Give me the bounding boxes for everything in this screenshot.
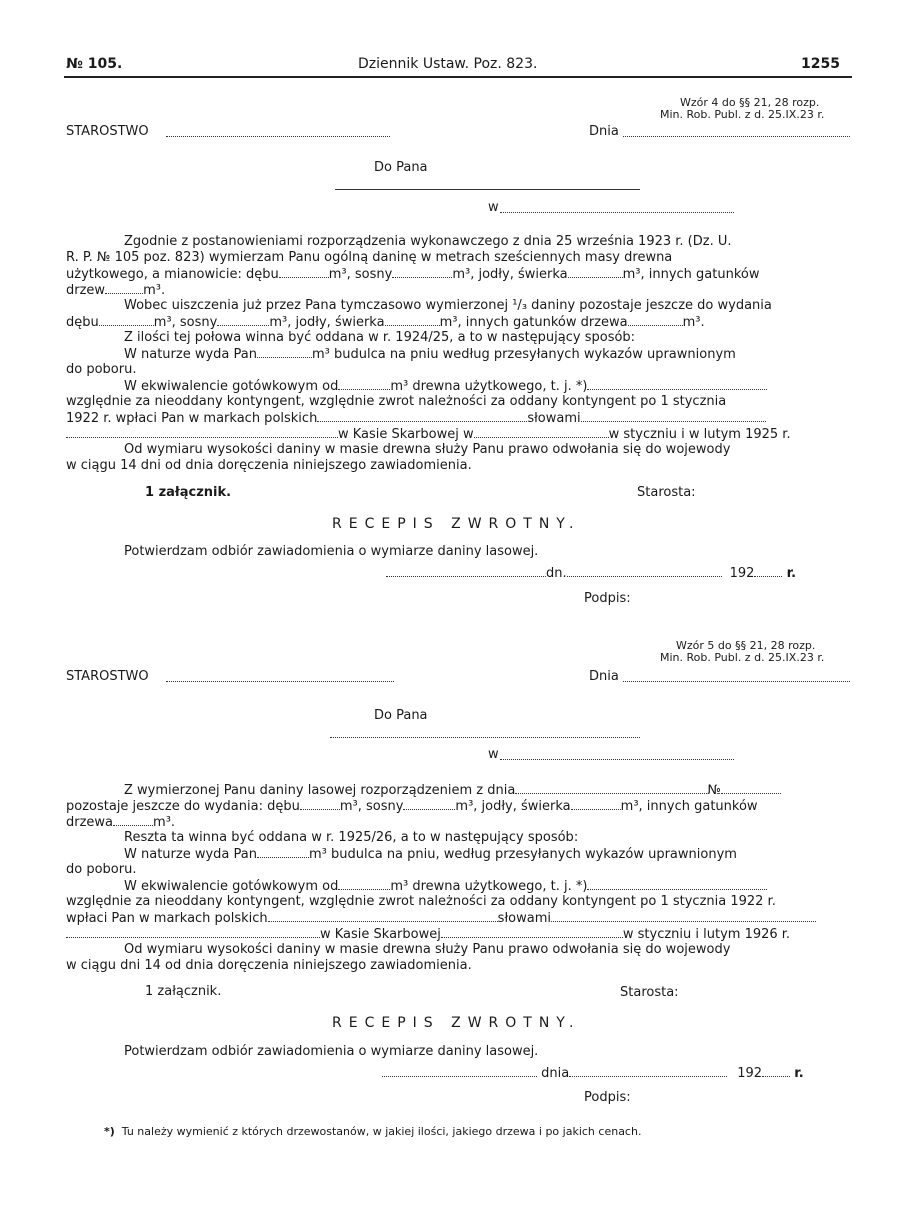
form2-w-line (500, 759, 734, 760)
form2-wzor-line1: Wzór 5 do §§ 21, 28 rozp. (676, 639, 816, 652)
form1-address-line (335, 189, 640, 190)
form2-text-line11: Od wymiaru wysokości daniny w masie drewna służy Panu prawo odwołania się do wojewody (124, 942, 731, 957)
form1-text-line8: W naturze wyda Pan m³ budulca na pniu według przesyłanych wykazów uprawnionym (124, 347, 736, 362)
form1-starosta: Starosta: (637, 485, 696, 500)
form2-text-line8: względnie za nieoddany kontyngent, względnie zwrot należności za oddany kontyngent po 1 stycznia 1922 r. (66, 894, 776, 909)
form2-zalacznik: 1 załącznik. (145, 984, 222, 999)
footnote-mark: *) (104, 1125, 115, 1138)
form1-dnia-line (623, 136, 850, 137)
form2-text-line4: Reszta ta winna być oddana w r. 1925/26, a to w następujący sposób: (124, 830, 579, 845)
form2-dnia-label: Dnia (589, 669, 619, 684)
form2-text-line1: Z wymierzonej Panu daniny lasowej rozporządzeniem z dnia № (124, 782, 781, 798)
form2-text-line12: w ciągu dni 14 od dnia doręczenia niniejszego zawiadomienia. (66, 958, 472, 973)
form2-text-line10: w Kasie Skarbowej w styczniu i lutym 1926 r. (66, 926, 790, 942)
form1-text-line4: drzew m³. (66, 283, 166, 298)
form2-podpis: Podpis: (584, 1090, 631, 1105)
form2-text-line2: pozostaje jeszcze do wydania: dębu m³, sosny m³, jodły, świerka m³, innych gatunków (66, 799, 758, 814)
footnote-text: Tu należy wymienić z których drzewostanów, w jakiej ilości, jakiego drzewa i po jakich cenach. (121, 1125, 642, 1138)
form1-text-line15: w ciągu 14 dni od dnia doręczenia niniejszego zawiadomienia. (66, 458, 472, 473)
footnote (104, 1124, 641, 1139)
page-number: 1255 (801, 56, 840, 72)
form1-text-line13: w Kasie Skarbowej w w styczniu i w lutym 1925 r. (66, 426, 791, 442)
form2-text-line5: W naturze wyda Pan m³ budulca na pniu, według przesyłanych wykazów uprawnionym (124, 847, 737, 862)
form2-do-pana: Do Pana (374, 708, 428, 723)
form2-potwierdzam: Potwierdzam odbiór zawiadomienia o wymiarze daniny lasowej. (124, 1044, 539, 1059)
form1-date-line: dn. 192 r. (386, 565, 796, 581)
form1-starostwo-line (166, 136, 390, 137)
form2-text-line3: drzewa m³. (66, 815, 176, 830)
form1-starostwo-label: STAROSTWO (66, 124, 149, 139)
form1-text-line2: R. P. № 105 poz. 823) wymierzam Panu ogólną daninę w metrach sześciennych masy drewna (66, 250, 673, 265)
form1-dnia-label: Dnia (589, 124, 619, 139)
journal-title: Dziennik Ustaw. Poz. 823. (358, 56, 538, 72)
form1-recepis-title: RECEPIS ZWROTNY. (332, 516, 581, 532)
form2-text-line6: do poboru. (66, 862, 137, 877)
form1-zalacznik: 1 załącznik. (145, 485, 232, 500)
form1-w-line (500, 212, 734, 213)
form2-recepis-title: RECEPIS ZWROTNY. (332, 1015, 581, 1031)
issue-number: № 105. (66, 56, 123, 72)
form1-text-line5: Wobec uiszczenia już przez Pana tymczasowo wymierzonej ¹/₃ daniny pozostaje jeszcze do wydania (124, 298, 772, 313)
form1-potwierdzam: Potwierdzam odbiór zawiadomienia o wymiarze daniny lasowej. (124, 544, 539, 559)
form2-starostwo-line (166, 681, 394, 682)
form2-address-line (330, 737, 640, 738)
form1-text-line6: dębu m³, sosny m³, jodły, świerka m³, innych gatunków drzewa m³. (66, 315, 705, 330)
header-rule (64, 76, 852, 78)
form1-w-label: w (488, 200, 499, 215)
form1-text-line9: do poboru. (66, 362, 137, 377)
form2-starostwo-label: STAROSTWO (66, 669, 149, 684)
form1-text-line12: 1922 r. wpłaci Pan w markach polskich słowami (66, 410, 766, 426)
form1-text-line10: W ekwiwalencie gotówkowym od m³ drewna użytkowego, t. j. *) (124, 378, 767, 394)
form1-do-pana: Do Pana (374, 160, 428, 175)
form1-wzor-line2: Min. Rob. Publ. z d. 25.IX.23 r. (660, 108, 825, 121)
form1-text-line11: względnie za nieoddany kontyngent, względnie zwrot należności za oddany kontyngent po 1 stycznia (66, 394, 727, 409)
form2-w-label: w (488, 747, 499, 762)
form2-dnia-line (623, 681, 850, 682)
form2-text-line9: wpłaci Pan w markach polskich słowami (66, 910, 816, 926)
form2-date-line: dnia 192 r. (382, 1065, 804, 1081)
form1-wzor-line1: Wzór 4 do §§ 21, 28 rozp. (680, 96, 820, 109)
form1-text-line14: Od wymiaru wysokości daniny w masie drewna służy Panu prawo odwołania się do wojewody (124, 442, 731, 457)
form1-podpis: Podpis: (584, 591, 631, 606)
form2-text-line7: W ekwiwalencie gotówkowym od m³ drewna użytkowego, t. j. *) (124, 878, 767, 894)
form1-text-line1: Zgodnie z postanowieniami rozporządzenia wykonawczego z dnia 25 września 1923 r. (Dz. U. (124, 234, 732, 249)
form1-text-line7: Z ilości tej połowa winna być oddana w r. 1924/25, a to w następujący sposób: (124, 330, 636, 345)
form1-text-line3: użytkowego, a mianowicie: dębu m³, sosny m³, jodły, świerka m³, innych gatunków (66, 267, 760, 282)
form2-starosta: Starosta: (620, 985, 679, 1000)
form2-wzor-line2: Min. Rob. Publ. z d. 25.IX.23 r. (660, 651, 825, 664)
